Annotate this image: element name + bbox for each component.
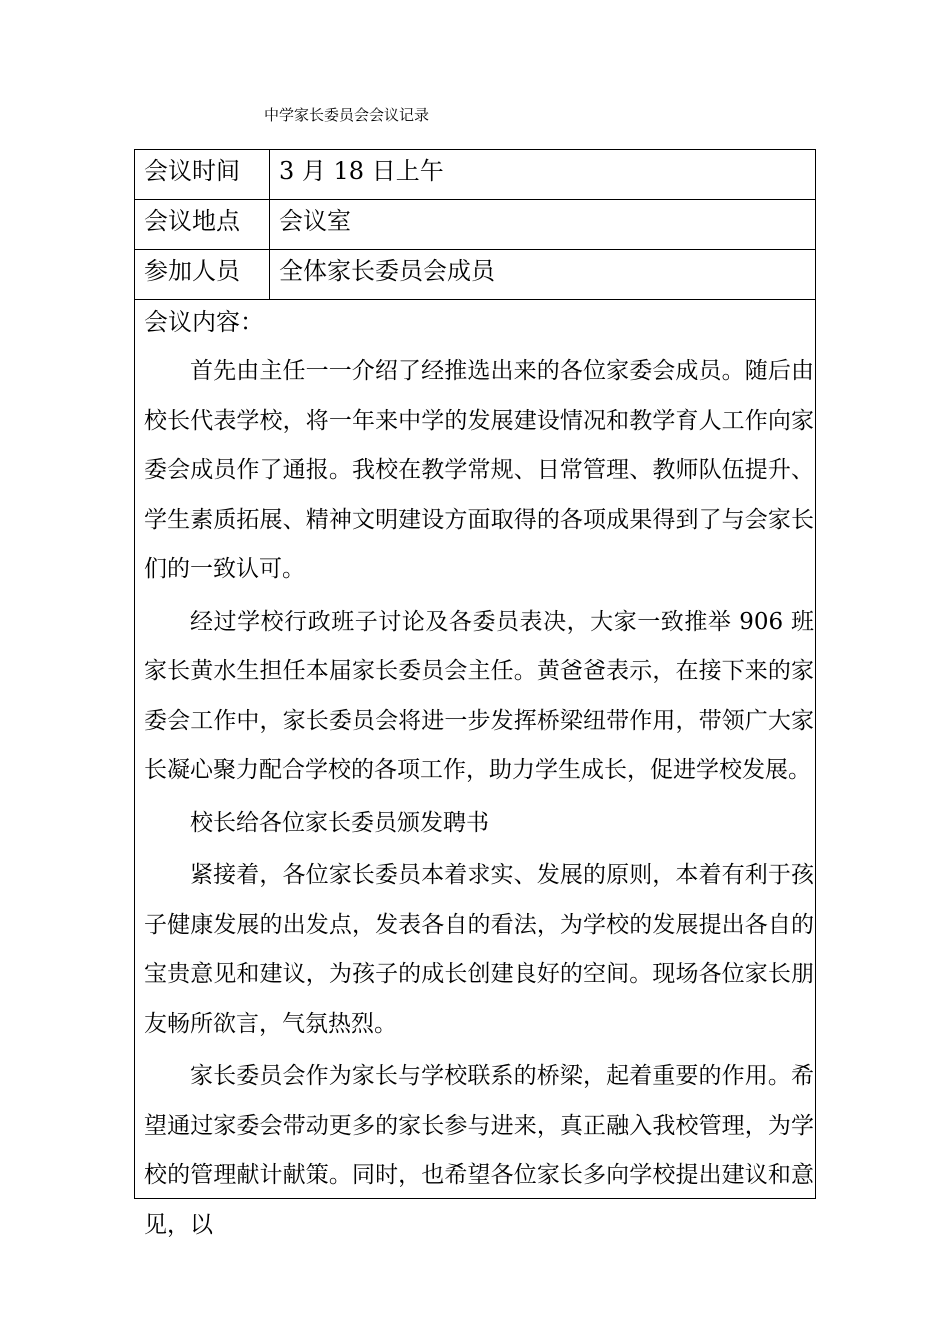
meeting-location-label: 会议地点 <box>135 200 270 249</box>
meeting-location-row <box>135 200 815 250</box>
meeting-record-table <box>134 149 816 1238</box>
meeting-time-value: 3 月 18 日上午 <box>279 157 444 185</box>
document-title: 中学家长委员会会议记录 <box>264 106 430 124</box>
content-paragraph-3: 校长给各位家长委员颁发聘书 <box>190 809 489 836</box>
meeting-time-label: 会议时间 <box>135 150 270 199</box>
meeting-content-label: 会议内容： <box>144 308 264 336</box>
attendees-row <box>135 250 815 300</box>
attendees-value: 全体家长委员会成员 <box>279 257 495 285</box>
content-paragraph-5: 家长委员会作为家长与学校联系的桥梁，起着重要的作用。希望通过家委会带动更多的家长参与进来，真正融入我校管理，为学校的管理献计献策。同时，也希望各位家长多向学校提出建议和意见，以 <box>144 1063 814 1238</box>
content-paragraph-2: 经过学校行政班子讨论及各委员表决，大家一致推举 906 班家长黄水生担任本届家长委员会主任。黄爸爸表示，在接下来的家委会工作中，家长委员会将进一步发挥桥梁纽带作用，带领广大家长凝心聚力配合学校的各项工作，助力学生成长，促进学校发展。 <box>144 608 814 783</box>
meeting-time-row <box>135 150 815 200</box>
attendees-label: 参加人员 <box>135 250 270 299</box>
meeting-content-cell <box>135 300 815 1238</box>
content-paragraph-4: 紧接着，各位家长委员本着求实、发展的原则，本着有利于孩子健康发展的出发点，发表各自的看法，为学校的发展提出各自的宝贵意见和建议，为孩子的成长创建良好的空间。现场各位家长朋友畅所欲言，气氛热烈。 <box>144 862 814 1037</box>
content-paragraph-1: 首先由主任一一介绍了经推选出来的各位家委会成员。随后由校长代表学校，将一年来中学的发展建设情况和教学育人工作向家委会成员作了通报。我校在教学常规、日常管理、教师队伍提升、学生素质拓展、精神文明建设方面取得的各项成果得到了与会家长们的一致认可。 <box>144 358 814 582</box>
meeting-location-value: 会议室 <box>279 207 351 235</box>
